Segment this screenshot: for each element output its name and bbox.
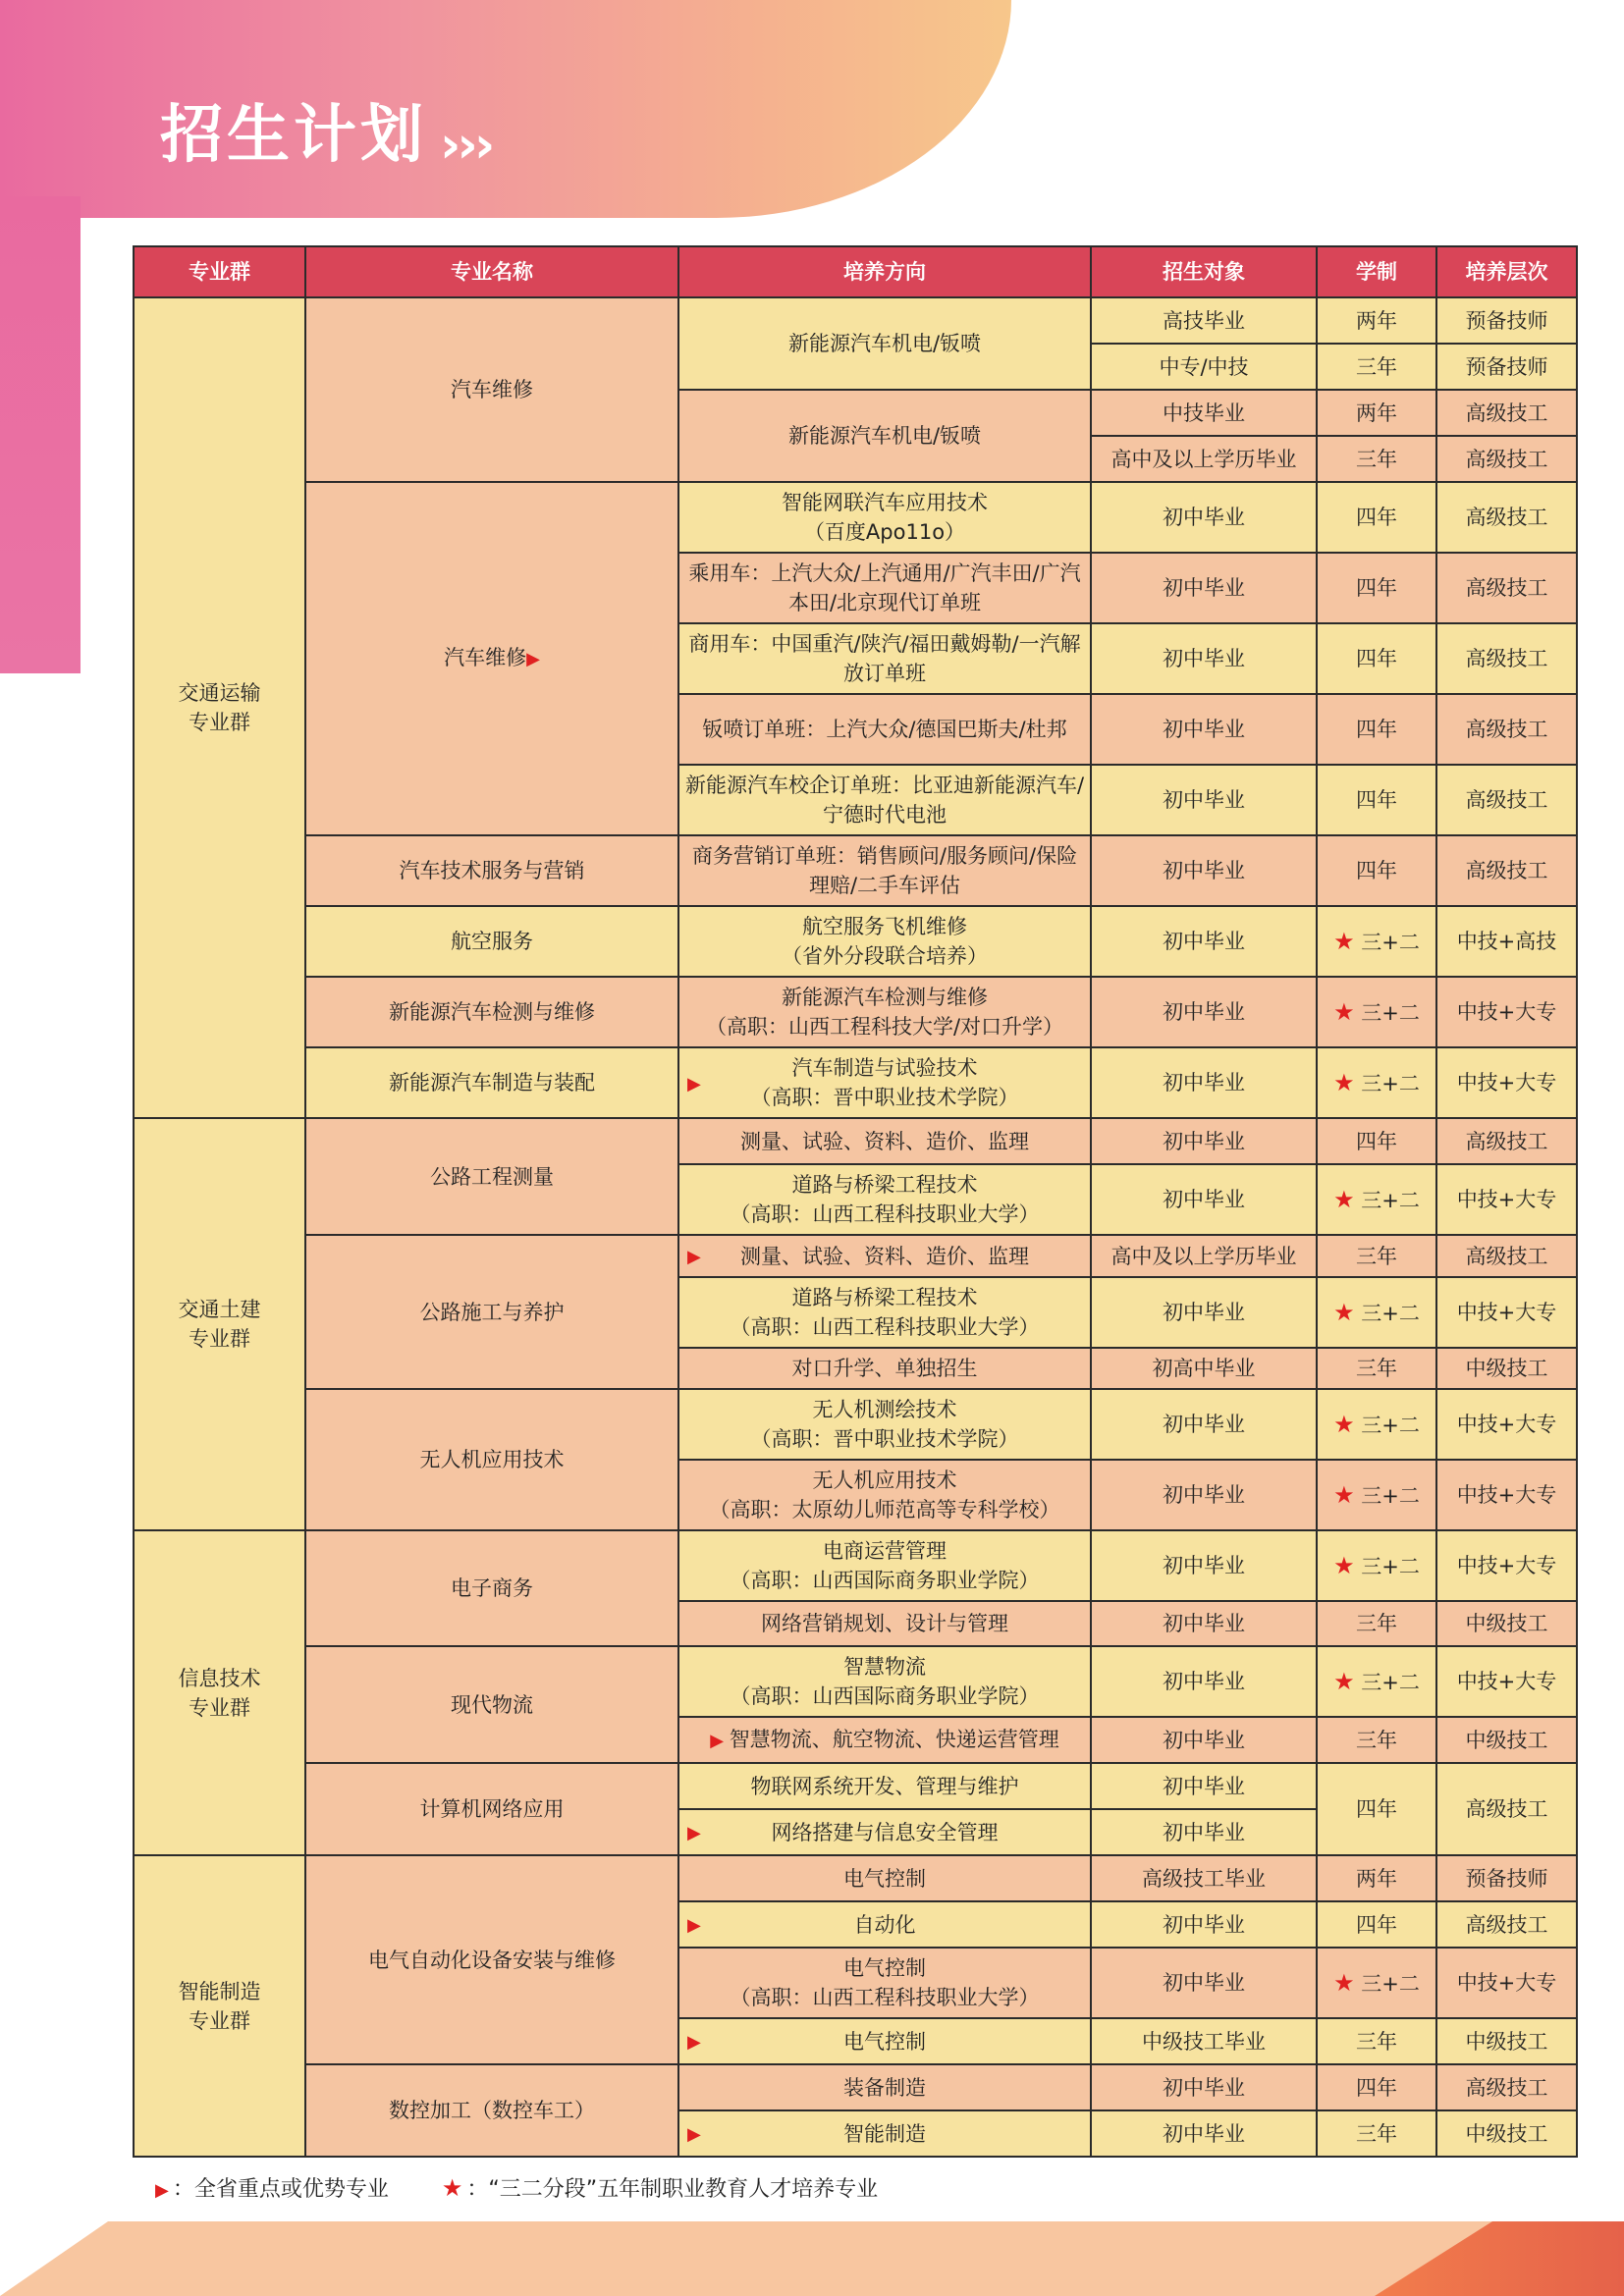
length-label: 三+二 [1361, 1071, 1420, 1095]
direction-label: 新能源汽车检测与维修 （高职：山西工程科技大学/对口升学） [705, 986, 1064, 1039]
direction-cell: 商用车：中国重汽/陕汽/福田戴姆勒/一汽解放订单班 [678, 623, 1091, 694]
target-cell: 初中毕业 [1091, 1901, 1317, 1948]
target-cell: 初中毕业 [1091, 1389, 1317, 1460]
target-cell: 初中毕业 [1091, 694, 1317, 765]
target-cell: 初中毕业 [1091, 835, 1317, 906]
level-cell: 中技+大专 [1436, 1164, 1577, 1235]
table-row [134, 1855, 1577, 1901]
level-cell: 中技+大专 [1436, 1277, 1577, 1348]
star-icon: ★ [1333, 1410, 1355, 1438]
target-cell: 中级技工毕业 [1091, 2018, 1317, 2064]
header-cell: 学制 [1317, 246, 1436, 297]
direction-label: 电商运营管理 （高职：山西国际商务职业学院） [730, 1539, 1040, 1592]
direction-label: 无人机应用技术 （高职：太原幼儿师范高等专科学校） [709, 1468, 1060, 1522]
target-cell: 初中毕业 [1091, 1646, 1317, 1717]
length-cell [1317, 1164, 1436, 1235]
key-major-marker-icon: ▶ [687, 2124, 701, 2145]
direction-label: 无人机测绘技术 （高职：晋中职业技术学院） [750, 1398, 1019, 1451]
length-cell [1317, 1530, 1436, 1601]
direction-cell [678, 977, 1091, 1047]
header-cell: 专业群 [134, 246, 305, 297]
target-cell: 初中毕业 [1091, 1809, 1317, 1855]
major-cell: 汽车技术服务与营销 [305, 835, 678, 906]
target-cell: 高中及以上学历毕业 [1091, 436, 1317, 482]
table-row [134, 482, 1577, 553]
length-cell [1317, 1646, 1436, 1717]
key-major-marker-icon: ▶ [155, 2180, 169, 2201]
direction-cell [678, 1235, 1091, 1277]
star-icon: ★ [1333, 997, 1355, 1026]
level-cell: 高级技工 [1436, 553, 1577, 623]
table-row [134, 297, 1577, 344]
direction-label: 航空服务飞机维修 （省外分段联合培养） [782, 915, 988, 968]
level-cell: 中级技工 [1436, 2110, 1577, 2157]
target-cell: 中专/中技 [1091, 344, 1317, 390]
major-cell: 电气自动化设备安装与维修 [305, 1855, 678, 2064]
table-row [134, 1389, 1577, 1460]
length-label: 三+二 [1361, 1413, 1420, 1437]
length-cell: 四年 [1317, 1901, 1436, 1948]
length-label: 三+二 [1361, 1188, 1420, 1212]
length-cell: 三年 [1317, 1717, 1436, 1763]
length-cell: 四年 [1317, 553, 1436, 623]
star-icon: ★ [441, 2174, 463, 2202]
header-cell: 培养方向 [678, 246, 1091, 297]
direction-cell: 钣喷订单班：上汽大众/德国巴斯夫/杜邦 [678, 694, 1091, 765]
length-cell [1317, 1047, 1436, 1118]
target-cell: 初中毕业 [1091, 906, 1317, 977]
star-icon: ★ [1333, 1551, 1355, 1579]
length-label: 三+二 [1361, 1670, 1420, 1694]
table-row [134, 1646, 1577, 1717]
level-cell: 中级技工 [1436, 2018, 1577, 2064]
header-banner [0, 0, 1011, 218]
legend [155, 2172, 878, 2203]
level-cell: 预备技师 [1436, 297, 1577, 344]
length-cell: 四年 [1317, 482, 1436, 553]
table-row [134, 2064, 1577, 2110]
direction-cell: 乘用车：上汽大众/上汽通用/广汽丰田/广汽本田/北京现代订单班 [678, 553, 1091, 623]
key-major-marker-icon: ▶ [687, 1074, 701, 1095]
table-row [134, 1530, 1577, 1601]
target-cell: 初中毕业 [1091, 765, 1317, 835]
length-cell: 三年 [1317, 436, 1436, 482]
key-major-marker-icon: ▶ [710, 1730, 730, 1751]
direction-cell [678, 2110, 1091, 2157]
star-icon: ★ [1333, 1185, 1355, 1213]
target-cell: 初中毕业 [1091, 1601, 1317, 1646]
level-cell: 高级技工 [1436, 835, 1577, 906]
level-cell: 高级技工 [1436, 694, 1577, 765]
title-arrows: ››› [440, 116, 492, 175]
key-major-marker-icon: ▶ [687, 1823, 701, 1843]
target-cell: 初中毕业 [1091, 1763, 1317, 1809]
group-label: 信息技术 专业群 [178, 1666, 261, 1720]
length-cell: 四年 [1317, 1118, 1436, 1164]
direction-cell [678, 1717, 1091, 1763]
level-cell: 中技+大专 [1436, 1389, 1577, 1460]
length-label: 三+二 [1361, 1971, 1420, 1996]
group-label: 智能制造 专业群 [178, 1979, 261, 2033]
star-icon: ★ [1333, 1298, 1355, 1326]
direction-cell [678, 1901, 1091, 1948]
legend-star-text: ：“三二分段”五年制职业教育人才培养专业 [466, 2177, 879, 2202]
key-major-marker-icon: ▶ [687, 1915, 701, 1936]
header-cell: 专业名称 [305, 246, 678, 297]
target-cell: 高中及以上学历毕业 [1091, 1235, 1317, 1277]
enrollment-plan-table [133, 245, 1578, 2158]
level-cell: 中技+大专 [1436, 977, 1577, 1047]
length-label: 三+二 [1361, 1554, 1420, 1578]
direction-cell: 新能源汽车机电/钣喷 [678, 297, 1091, 390]
major-cell [305, 482, 678, 835]
length-cell: 三年 [1317, 2018, 1436, 2064]
level-cell: 中级技工 [1436, 1601, 1577, 1646]
legend-key-major-text: ：全省重点或优势专业 [172, 2177, 389, 2202]
length-cell [1317, 1460, 1436, 1530]
major-cell: 无人机应用技术 [305, 1389, 678, 1530]
target-cell: 高级技工毕业 [1091, 1855, 1317, 1901]
direction-label: 测量、试验、资料、造价、监理 [740, 1244, 1029, 1268]
target-cell: 初高中毕业 [1091, 1348, 1317, 1389]
length-cell: 四年 [1317, 835, 1436, 906]
direction-cell: 测量、试验、资料、造价、监理 [678, 1118, 1091, 1164]
group-cell [134, 1118, 305, 1530]
page-title: 招生计划 [160, 99, 427, 172]
level-cell: 预备技师 [1436, 1855, 1577, 1901]
key-major-marker-icon: ▶ [526, 649, 540, 669]
target-cell: 初中毕业 [1091, 1047, 1317, 1118]
major-cell: 电子商务 [305, 1530, 678, 1646]
target-cell: 初中毕业 [1091, 1948, 1317, 2018]
direction-cell: 装备制造 [678, 2064, 1091, 2110]
length-cell: 两年 [1317, 297, 1436, 344]
left-accent-bar [0, 196, 81, 673]
table-row [134, 1763, 1577, 1809]
direction-cell [678, 2018, 1091, 2064]
length-label: 三+二 [1361, 1483, 1420, 1508]
level-cell: 高级技工 [1436, 2064, 1577, 2110]
target-cell: 初中毕业 [1091, 623, 1317, 694]
major-cell: 新能源汽车制造与装配 [305, 1047, 678, 1118]
direction-cell: 对口升学、单独招生 [678, 1348, 1091, 1389]
length-cell: 三年 [1317, 1601, 1436, 1646]
direction-label: 智慧物流 （高职：山西国际商务职业学院） [730, 1655, 1040, 1708]
direction-label: 网络搭建与信息安全管理 [771, 1820, 999, 1844]
level-cell: 中技+高技 [1436, 906, 1577, 977]
level-cell: 中级技工 [1436, 1717, 1577, 1763]
direction-cell [678, 1948, 1091, 2018]
target-cell: 初中毕业 [1091, 2064, 1317, 2110]
direction-label: 智能网联汽车应用技术 （百度Apo11o） [782, 491, 988, 544]
level-cell: 中技+大专 [1436, 1948, 1577, 2018]
level-cell: 中技+大专 [1436, 1047, 1577, 1118]
direction-label: 电气控制 （高职：山西工程科技职业大学） [730, 1956, 1040, 2009]
length-label: 三+二 [1361, 930, 1420, 954]
group-cell [134, 1855, 305, 2157]
length-cell: 三年 [1317, 2110, 1436, 2157]
direction-label: 道路与桥梁工程技术 （高职：山西工程科技职业大学） [730, 1286, 1040, 1339]
direction-label: 自动化 [853, 1912, 916, 1937]
direction-cell [678, 1389, 1091, 1460]
major-cell: 公路施工与养护 [305, 1235, 678, 1389]
length-cell: 三年 [1317, 1348, 1436, 1389]
length-cell [1317, 977, 1436, 1047]
target-cell: 初中毕业 [1091, 553, 1317, 623]
level-cell: 高级技工 [1436, 1235, 1577, 1277]
major-cell: 计算机网络应用 [305, 1763, 678, 1855]
length-cell: 四年 [1317, 694, 1436, 765]
level-cell: 中级技工 [1436, 1348, 1577, 1389]
length-cell: 四年 [1317, 2064, 1436, 2110]
length-cell: 四年 [1317, 765, 1436, 835]
direction-cell [678, 1460, 1091, 1530]
length-cell [1317, 1277, 1436, 1348]
table-row [134, 1047, 1577, 1118]
table-row [134, 1235, 1577, 1277]
major-cell: 现代物流 [305, 1646, 678, 1763]
table-row [134, 977, 1577, 1047]
target-cell: 初中毕业 [1091, 1460, 1317, 1530]
direction-label: 智慧物流、航空物流、快递运营管理 [729, 1727, 1059, 1751]
table-header-row [134, 246, 1577, 297]
target-cell: 初中毕业 [1091, 2110, 1317, 2157]
direction-cell: 物联网系统开发、管理与维护 [678, 1763, 1091, 1809]
direction-cell [678, 1164, 1091, 1235]
direction-cell [678, 1809, 1091, 1855]
major-cell: 公路工程测量 [305, 1118, 678, 1235]
key-major-marker-icon: ▶ [687, 1247, 701, 1267]
target-cell: 初中毕业 [1091, 1118, 1317, 1164]
direction-cell [678, 1047, 1091, 1118]
level-cell: 高级技工 [1436, 1901, 1577, 1948]
target-cell: 初中毕业 [1091, 1717, 1317, 1763]
length-cell [1317, 1948, 1436, 2018]
level-cell: 中技+大专 [1436, 1646, 1577, 1717]
direction-cell: 商务营销订单班：销售顾问/服务顾问/保险理赔/二手车评估 [678, 835, 1091, 906]
direction-cell [678, 1277, 1091, 1348]
header-cell: 招生对象 [1091, 246, 1317, 297]
level-cell: 高级技工 [1436, 390, 1577, 436]
direction-cell [678, 1530, 1091, 1601]
length-cell [1317, 906, 1436, 977]
length-cell: 三年 [1317, 344, 1436, 390]
level-cell: 中技+大专 [1436, 1530, 1577, 1601]
target-cell: 初中毕业 [1091, 1164, 1317, 1235]
length-cell [1317, 1389, 1436, 1460]
direction-cell: 新能源汽车机电/钣喷 [678, 390, 1091, 482]
target-cell: 中技毕业 [1091, 390, 1317, 436]
star-icon: ★ [1333, 1068, 1355, 1096]
header-cell: 培养层次 [1436, 246, 1577, 297]
star-icon: ★ [1333, 1968, 1355, 1997]
direction-label: 电气控制 [843, 2029, 926, 2054]
star-icon: ★ [1333, 927, 1355, 955]
direction-cell [678, 482, 1091, 553]
length-cell: 三年 [1317, 1235, 1436, 1277]
direction-label: 智能制造 [843, 2121, 926, 2146]
target-cell: 初中毕业 [1091, 482, 1317, 553]
level-cell: 高级技工 [1436, 482, 1577, 553]
group-cell [134, 1530, 305, 1855]
level-cell: 中技+大专 [1436, 1460, 1577, 1530]
group-label: 交通土建 专业群 [178, 1298, 261, 1351]
length-label: 三+二 [1361, 1301, 1420, 1325]
star-icon: ★ [1333, 1667, 1355, 1695]
direction-cell: 网络营销规划、设计与管理 [678, 1601, 1091, 1646]
level-cell: 高级技工 [1436, 765, 1577, 835]
direction-cell [678, 906, 1091, 977]
major-cell: 数控加工（数控车工） [305, 2064, 678, 2157]
length-cell: 两年 [1317, 390, 1436, 436]
table-row [134, 835, 1577, 906]
level-cell: 高级技工 [1436, 1118, 1577, 1164]
major-cell: 新能源汽车检测与维修 [305, 977, 678, 1047]
level-cell: 高级技工 [1436, 1763, 1577, 1855]
level-cell: 高级技工 [1436, 623, 1577, 694]
direction-cell: 电气控制 [678, 1855, 1091, 1901]
target-cell: 高技毕业 [1091, 297, 1317, 344]
target-cell: 初中毕业 [1091, 1277, 1317, 1348]
major-cell: 汽车维修 [305, 297, 678, 482]
table-row [134, 906, 1577, 977]
direction-cell [678, 1646, 1091, 1717]
direction-label: 道路与桥梁工程技术 （高职：山西工程科技职业大学） [730, 1173, 1040, 1226]
target-cell: 初中毕业 [1091, 1530, 1317, 1601]
major-cell: 航空服务 [305, 906, 678, 977]
length-cell: 四年 [1317, 1763, 1436, 1855]
direction-label: 汽车制造与试验技术 （高职：晋中职业技术学院） [750, 1056, 1019, 1109]
star-icon: ★ [1333, 1480, 1355, 1509]
level-cell: 高级技工 [1436, 436, 1577, 482]
length-cell: 四年 [1317, 623, 1436, 694]
target-cell: 初中毕业 [1091, 977, 1317, 1047]
length-cell: 两年 [1317, 1855, 1436, 1901]
direction-cell: 新能源汽车校企订单班：比亚迪新能源汽车/宁德时代电池 [678, 765, 1091, 835]
table-row [134, 1118, 1577, 1164]
group-cell [134, 297, 305, 1118]
level-cell: 预备技师 [1436, 344, 1577, 390]
footer-band [0, 2221, 1624, 2296]
major-label: 汽车维修 [444, 646, 527, 669]
length-label: 三+二 [1361, 1000, 1420, 1025]
key-major-marker-icon: ▶ [687, 2032, 701, 2053]
group-label: 交通运输 专业群 [178, 681, 261, 734]
